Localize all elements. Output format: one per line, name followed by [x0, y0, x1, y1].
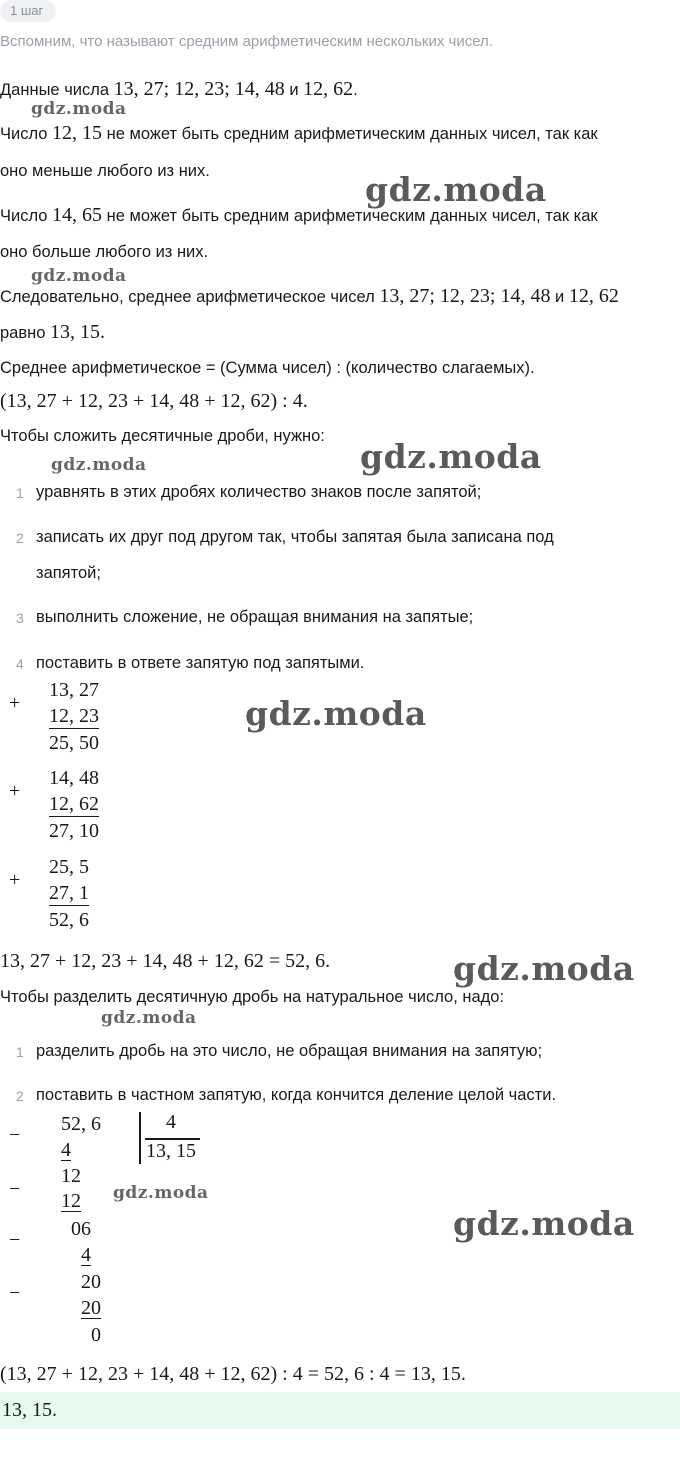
- intro-text: Вспомним, что называют средним арифметическим нескольких чисел.: [0, 33, 493, 50]
- div-minus-1: −: [9, 1124, 21, 1146]
- p3-post: не может быть средним арифметическим данных чисел, так как: [102, 207, 598, 225]
- add2-sign: +: [9, 780, 21, 802]
- p4-line2: [0, 321, 105, 344]
- div-step-5: 4: [81, 1244, 91, 1266]
- div-dividend: 52, 6: [61, 1113, 101, 1135]
- div-rule-num-2: 2: [16, 1088, 24, 1104]
- given-end: .: [353, 81, 358, 99]
- given-math-1: 13, 27; 12, 23; 14, 48: [113, 78, 285, 100]
- p4-math-2: 12, 62: [568, 285, 619, 307]
- div-step-1: 4: [61, 1139, 71, 1161]
- div-rule-num-1: 1: [16, 1044, 24, 1060]
- formula-text: Среднее арифметическое = (Сумма чисел) : (количество слагаемых).: [0, 359, 535, 377]
- given-math-2: 12, 62: [303, 78, 354, 100]
- formula-math: (13, 27 + 12, 23 + 14, 48 + 12, 62) : 4.: [0, 390, 308, 412]
- given-numbers-line: [0, 78, 358, 101]
- add-rule-item-1: уравнять в этих дробях количество знаков после запятой;: [36, 483, 482, 501]
- watermark-10: gdz.moda: [453, 1204, 635, 1243]
- watermark-9: gdz.moda: [113, 1183, 209, 1203]
- add1-sign: +: [9, 692, 21, 714]
- watermark-1: gdz.moda: [31, 99, 127, 119]
- p4-l2pre: равно: [0, 324, 50, 342]
- div-minus-3: −: [9, 1229, 21, 1251]
- p3-line2: оно больше любого из них.: [0, 243, 209, 261]
- p2-line1: [0, 122, 598, 145]
- div-quotient: 13, 15: [146, 1140, 196, 1162]
- final-expression: (13, 27 + 12, 23 + 14, 48 + 12, 62) : 4 = 52, 6 : 4 = 13, 15.: [0, 1363, 466, 1385]
- add-rule-item-2: записать их друг под другом так, чтобы запятая была записана под: [36, 528, 554, 546]
- add-rule-title: Чтобы сложить десятичные дроби, нужно:: [0, 427, 325, 445]
- add-rule-num-1: 1: [16, 485, 24, 501]
- add-rule-item-4: поставить в ответе запятую под запятыми.: [36, 654, 365, 672]
- given-text: Данные числа: [0, 81, 114, 99]
- div-step-4: 06: [71, 1218, 91, 1240]
- div-vertical-bar: [139, 1112, 141, 1164]
- p2-pre: Число: [0, 125, 53, 143]
- p2-math: 12, 15: [52, 122, 103, 144]
- watermark-5: gdz.moda: [360, 437, 542, 476]
- div-step-6: 20: [81, 1271, 101, 1293]
- sum-result: 13, 27 + 12, 23 + 14, 48 + 12, 62 = 52, 6.: [0, 950, 331, 972]
- p4-line1: [0, 285, 619, 308]
- watermark-4: gdz.moda: [51, 455, 147, 475]
- p4-l2end: .: [100, 321, 105, 343]
- add3-a: 25, 5: [49, 856, 89, 878]
- p4-l2math: 13, 15: [50, 321, 100, 343]
- div-step-2: 12: [61, 1165, 81, 1187]
- p4-and: и: [550, 288, 569, 306]
- add3-sum: 52, 6: [49, 909, 89, 931]
- watermark-6: gdz.moda: [245, 694, 427, 733]
- div-rule-item-2: поставить в частном запятую, когда кончится деление целой части.: [36, 1086, 557, 1104]
- div-step-7: 20: [81, 1297, 101, 1319]
- add1-sum: 25, 50: [49, 732, 99, 754]
- add-rule-item-3: выполнить сложение, не обращая внимания на запятые;: [36, 608, 474, 626]
- p4-pre: Следовательно, среднее арифметическое чисел: [0, 288, 380, 306]
- watermark-3: gdz.moda: [31, 266, 127, 286]
- add-rule-num-3: 3: [16, 610, 24, 626]
- add2-sum: 27, 10: [49, 820, 99, 842]
- p4-math-1: 13, 27; 12, 23; 14, 48: [379, 285, 551, 307]
- div-divisor: 4: [166, 1111, 176, 1133]
- add2-b: 12, 62: [49, 793, 99, 815]
- add-rule-num-4: 4: [16, 656, 24, 672]
- add3-sign: +: [9, 869, 21, 891]
- add3-b: 27, 1: [49, 882, 89, 904]
- div-rule-item-1: разделить дробь на это число, не обращая внимания на запятую;: [36, 1042, 543, 1060]
- p2-line2: оно меньше любого из них.: [0, 162, 210, 180]
- p3-pre: Число: [0, 207, 53, 225]
- p3-math: 14, 65: [52, 204, 103, 226]
- div-minus-4: −: [9, 1282, 21, 1304]
- answer-value: 13, 15.: [2, 1399, 57, 1421]
- div-rule-title: Чтобы разделить десятичную дробь на натуральное число, надо:: [0, 988, 505, 1006]
- add2-a: 14, 48: [49, 767, 99, 789]
- add-rule-item-2-cont: запятой;: [36, 564, 101, 582]
- div-step-3: 12: [61, 1190, 81, 1212]
- given-and: и: [284, 81, 304, 99]
- p2-post: не может быть средним арифметическим данных чисел, так как: [102, 125, 598, 143]
- div-step-8: 0: [91, 1324, 101, 1346]
- watermark-8: gdz.moda: [101, 1008, 197, 1028]
- div-minus-2: −: [9, 1178, 21, 1200]
- step-badge: 1 шаг: [0, 0, 56, 22]
- watermark-7: gdz.moda: [453, 949, 635, 988]
- watermark-2: gdz.moda: [365, 170, 547, 209]
- add-rule-num-2: 2: [16, 530, 24, 546]
- answer-block: [0, 1392, 680, 1429]
- add1-b: 12, 23: [49, 705, 99, 727]
- add1-a: 13, 27: [49, 679, 99, 701]
